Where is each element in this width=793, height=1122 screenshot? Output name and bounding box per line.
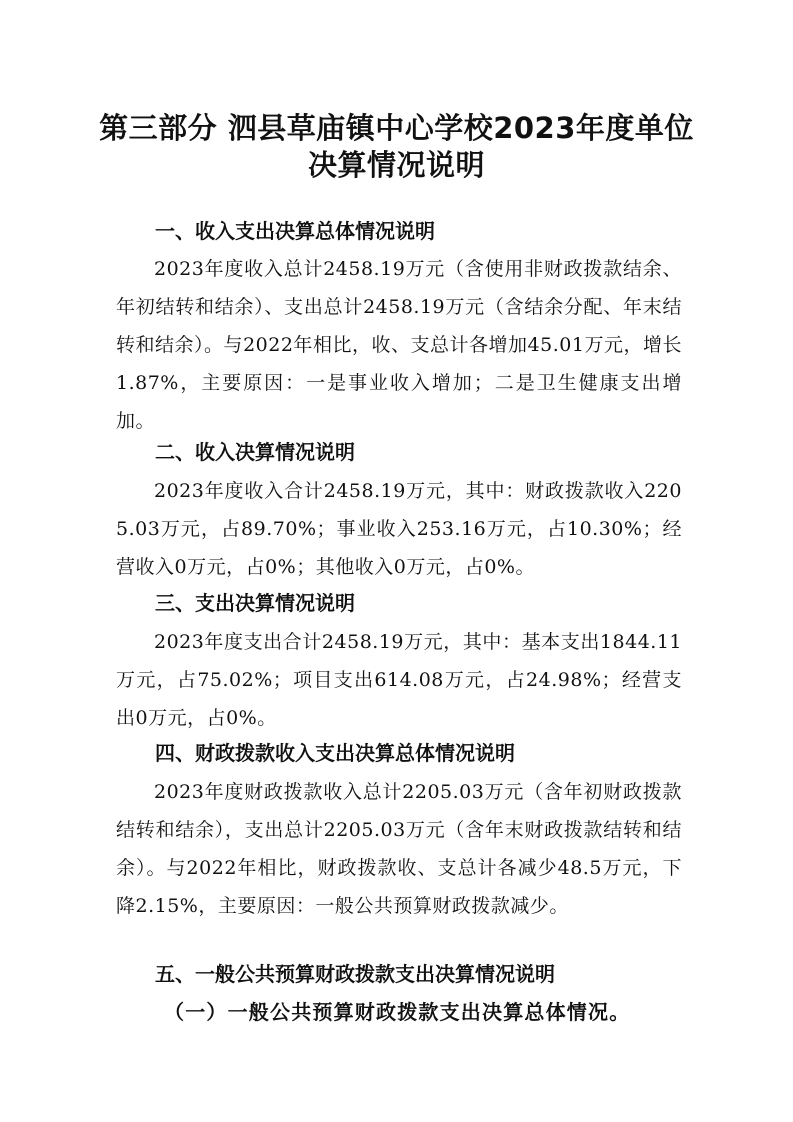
section-3-heading: 三、支出决算情况说明: [155, 591, 355, 615]
section-5-heading: 五、一般公共预算财政拨款支出决算情况说明: [155, 962, 555, 986]
section-4-heading: 四、财政拨款收入支出决算总体情况说明: [155, 741, 515, 765]
section-1-paragraph: 2023年度收入总计2458.19万元（含使用非财政拨款结余、年初结转和结余）、支出总计2458.19万元（含结余分配、年末结转和结余）。与2022年相比，收、支总计各增加45.01万元，增长1.87%，主要原因：一是事业收入增加；二是卫生健康支出增加。: [116, 258, 682, 432]
section-5-subheading: （一）一般公共预算财政拨款支出决算总体情况。: [164, 1000, 631, 1024]
section-4-paragraph: 2023年度财政拨款收入总计2205.03万元（含年初财政拨款结转和结余），支出总计2205.03万元（含年末财政拨款结转和结余）。与2022年相比，财政拨款收、支总计各减少48.5万元，下降2.15%，主要原因：一般公共预算财政拨款减少。: [116, 781, 682, 917]
document-title-line-2: 决算情况说明: [307, 148, 485, 182]
section-1-heading: 一、收入支出决算总体情况说明: [155, 219, 435, 243]
section-2-paragraph: 2023年度收入合计2458.19万元，其中：财政拨款收入2205.03万元，占89.70%；事业收入253.16万元，占10.30%；经营收入0万元，占0%；其他收入0万元，占0%。: [116, 480, 682, 578]
section-3-paragraph: 2023年度支出合计2458.19万元，其中：基本支出1844.11万元，占75.02%；项目支出614.08万元，占24.98%；经营支出0万元，占0%。: [116, 631, 682, 729]
section-2-heading: 二、收入决算情况说明: [155, 440, 355, 464]
document-title-line-1: 第三部分 泗县草庙镇中心学校2023年度单位: [99, 111, 694, 145]
